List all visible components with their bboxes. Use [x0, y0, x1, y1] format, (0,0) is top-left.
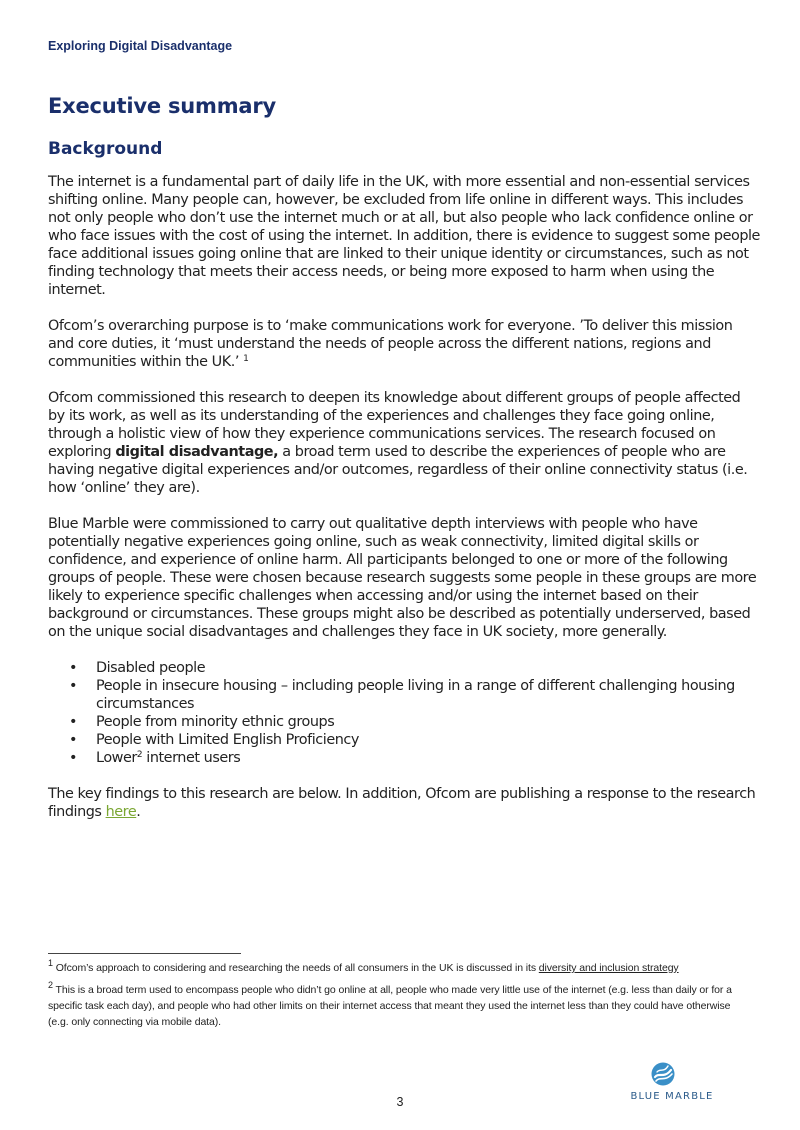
bullet-icon: • [69, 714, 78, 730]
bullet-icon: • [69, 750, 78, 766]
footnotes [48, 960, 752, 1036]
paragraph-1: The internet is a fundamental part of daily life in the UK, with more essential and non-essential services shifting online. Many people can, however, be excluded from life online in different ways. This includes not only people who don’t use the internet much or at all, but also people who lack confidence online or who face issues with the cost of using the internet. In addition, there is evidence to suggest some people face additional issues going online that are linked to their unique identity or circumstances, such as not finding technology that meets their access needs, or being more exposed to harm when using the internet. [48, 174, 760, 298]
list-item-text: People from minority ethnic groups [96, 714, 335, 730]
list-item [69, 677, 760, 713]
paragraph-5 [48, 785, 760, 821]
footnote-1-text: Ofcom’s approach to considering and researching the needs of all consumers in the UK is discussed in its [52, 962, 539, 974]
list-item [69, 659, 760, 677]
footnote-2-number: 2 [48, 980, 53, 990]
diversity-strategy-link[interactable]: diversity and inclusion strategy [538, 962, 679, 974]
body-text [48, 173, 760, 839]
bullet-icon: • [69, 678, 78, 694]
footnote-2 [48, 982, 752, 1030]
footnote-ref-1[interactable]: 1 [243, 354, 249, 364]
paragraph-3-text-end: a broad term used to describe the experiences of people who are having negative digital experiences and/or outcomes, regardless of their online connectivity status (i.e. how ‘online’ they are). [48, 444, 748, 496]
list-item-text-suffix: internet users [142, 750, 241, 766]
paragraph-2 [48, 317, 760, 371]
list-item-text: People with Limited English Proficiency [96, 732, 359, 748]
list-item [69, 713, 760, 731]
bullet-icon: • [69, 732, 78, 748]
page-number: 3 [396, 1095, 404, 1109]
logo-wordmark: BLUE MARBLE [630, 1091, 714, 1102]
footnote-divider [48, 953, 241, 954]
footnote-1-number: 1 [48, 958, 53, 968]
paragraph-5-text: The key findings to this research are below. In addition, Ofcom are publishing a response to the research findings [48, 786, 756, 820]
list-item-text: People in insecure housing – including people living in a range of different challenging housing circumstances [96, 678, 735, 712]
participant-groups-list [48, 659, 760, 767]
footnote-ref-2[interactable]: 2 [136, 750, 143, 760]
section-heading: Background [48, 139, 163, 159]
paragraph-5-period: . [136, 804, 141, 820]
paragraph-3 [48, 389, 760, 497]
list-item [69, 749, 760, 767]
list-item [69, 731, 760, 749]
paragraph-2-text: Ofcom’s overarching purpose is to ‘make communications work for everyone. ’To deliver this mission and core duties, it ‘must understand the needs of people across the different nations, regions and communities within the UK.’ [48, 318, 733, 370]
globe-icon [651, 1062, 675, 1086]
bullet-icon: • [69, 660, 78, 676]
paragraph-3-text-start: Ofcom commissioned this research to deepen its knowledge about different groups of people affected by its work, as well as its understanding of the experiences and challenges they face going online, through a holistic view of how they experience communications services. The research focused on exploring [48, 390, 741, 460]
page-title: Executive summary [48, 94, 277, 118]
blue-marble-logo [626, 1062, 718, 1108]
list-item-text: Disabled people [96, 660, 206, 676]
paragraph-3-bold-term: digital disadvantage, [115, 444, 279, 460]
running-header: Exploring Digital Disadvantage [48, 39, 233, 53]
list-item-text: Lower [96, 750, 137, 766]
footnote-2-text: This is a broad term used to encompass people who didn’t go online at all, people who made very little use of the internet (e.g. less than daily or for a specific task each day), and people who had other limits on their internet access that meant they used the internet less than they could have otherwise (e.g. only connecting via mobile data). [48, 984, 732, 1028]
paragraph-4: Blue Marble were commissioned to carry out qualitative depth interviews with people who have potentially negative experiences going online, such as weak connectivity, limited digital skills or confidence, and experience of online harm. All participants belonged to one or more of the following groups of people. These were chosen because research suggests some people in these groups are more likely to experience specific challenges when accessing and/or using the internet based on their background or circumstances. These groups might also be described as potentially underserved, based on the unique social disadvantages and challenges they face in UK society, more generally. [48, 516, 757, 640]
footnote-1 [48, 960, 752, 976]
research-response-link[interactable]: here [105, 804, 137, 820]
